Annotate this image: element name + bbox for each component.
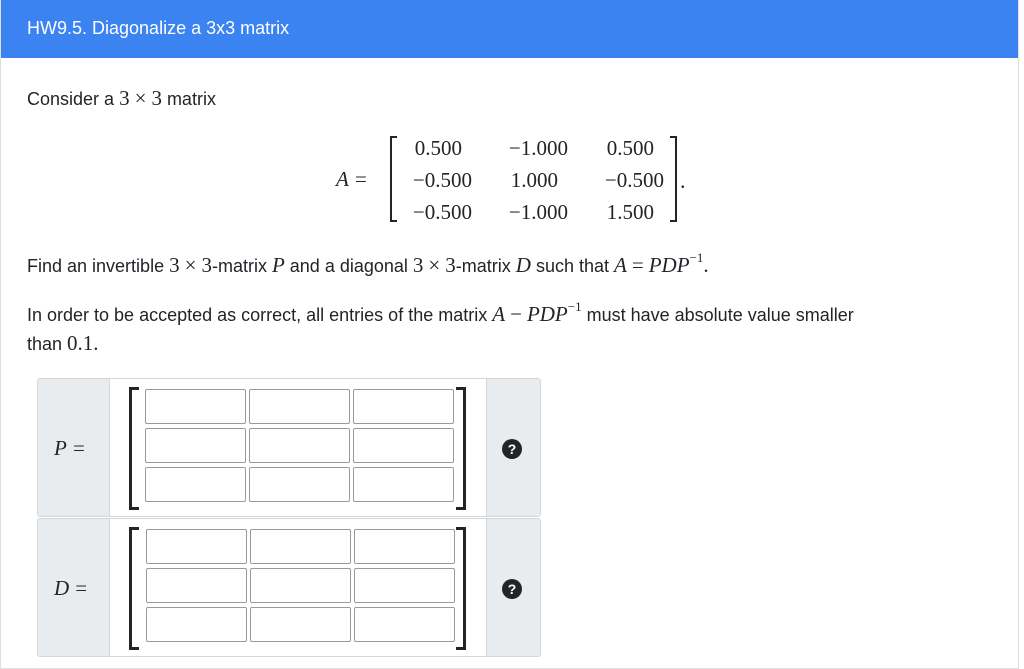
matrix-d-input-group <box>37 518 541 657</box>
matrix-d-label: D <box>54 576 70 600</box>
matrix-d-cell-r1c1[interactable] <box>146 529 247 564</box>
matrix-d-help-cell <box>486 519 540 656</box>
matrix-a-right-bracket <box>670 136 677 222</box>
tolerance-text-line2: than 0.1. <box>27 331 99 355</box>
matrix-a-cell: −1.000 <box>508 200 568 224</box>
matrix-a-cell: 0.500 <box>414 136 462 160</box>
matrix-d-cell-r2c1[interactable] <box>146 568 247 603</box>
matrix-a-cell: 0.500 <box>606 136 654 160</box>
matrix-p-label: P <box>54 436 67 460</box>
matrix-a-cell: 1.500 <box>606 200 654 224</box>
matrix-d-right-bracket <box>456 527 466 650</box>
matrix-a-cell: −1.000 <box>508 136 568 160</box>
matrix-d-cell-r2c3[interactable] <box>354 568 455 603</box>
matrix-d-cell-r3c3[interactable] <box>354 607 455 642</box>
question-title: HW9.5. Diagonalize a 3x3 matrix <box>27 18 290 38</box>
matrix-a-cell: −0.500 <box>412 168 472 192</box>
matrix-d-cell-r1c3[interactable] <box>354 529 455 564</box>
intro-text: Consider a 3 × 3 matrix <box>27 86 216 110</box>
matrix-d-left-bracket <box>129 527 139 650</box>
matrix-p-cell-r2c3[interactable] <box>353 428 454 463</box>
matrix-a-cell: 1.000 <box>510 168 558 192</box>
matrix-a-label: A <box>336 167 349 191</box>
matrix-d-cell-r2c2[interactable] <box>250 568 351 603</box>
matrix-p-cell-r1c1[interactable] <box>145 389 246 424</box>
matrix-p-cell-r3c3[interactable] <box>353 467 454 502</box>
matrix-p-cell-r1c3[interactable] <box>353 389 454 424</box>
matrix-p-cell-r2c1[interactable] <box>145 428 246 463</box>
tolerance-text-line1: In order to be accepted as correct, all entries of the matrix $A - PDP^{-1}$ must have absolute value smaller <box>27 299 854 326</box>
matrix-p-cell-r3c1[interactable] <box>145 467 246 502</box>
matrix-p-input-group <box>37 378 541 517</box>
matrix-p-right-bracket <box>456 387 466 510</box>
help-icon[interactable]: ? <box>502 439 522 459</box>
matrix-a-cell: −0.500 <box>604 168 664 192</box>
matrix-p-cell-r1c2[interactable] <box>249 389 350 424</box>
matrix-p-left-bracket <box>129 387 139 510</box>
matrix-d-cell-r3c1[interactable] <box>146 607 247 642</box>
task-text: Find an invertible 3 × 3-matrix P and a diagonal 3 × 3-matrix D such that $A = PDP^{-1}$. <box>27 250 709 277</box>
matrix-a-display: A = 0.500 −1.000 0.500 −0.500 1.000 −0.500 −0.500 −1.000 1.500 . <box>336 136 686 224</box>
matrix-d-cell-r1c2[interactable] <box>250 529 351 564</box>
question-header <box>1 0 1019 58</box>
matrix-d-label-cell: D = <box>38 519 110 656</box>
matrix-d-cell-r3c2[interactable] <box>250 607 351 642</box>
help-icon[interactable]: ? <box>502 579 522 599</box>
matrix-a-period: . <box>680 168 686 193</box>
matrix-p-help-cell <box>486 379 540 516</box>
matrix-a-cell: −0.500 <box>412 200 472 224</box>
matrix-p-cell-r2c2[interactable] <box>249 428 350 463</box>
matrix-p-cell-r3c2[interactable] <box>249 467 350 502</box>
matrix-p-label-cell: P = <box>38 379 110 516</box>
